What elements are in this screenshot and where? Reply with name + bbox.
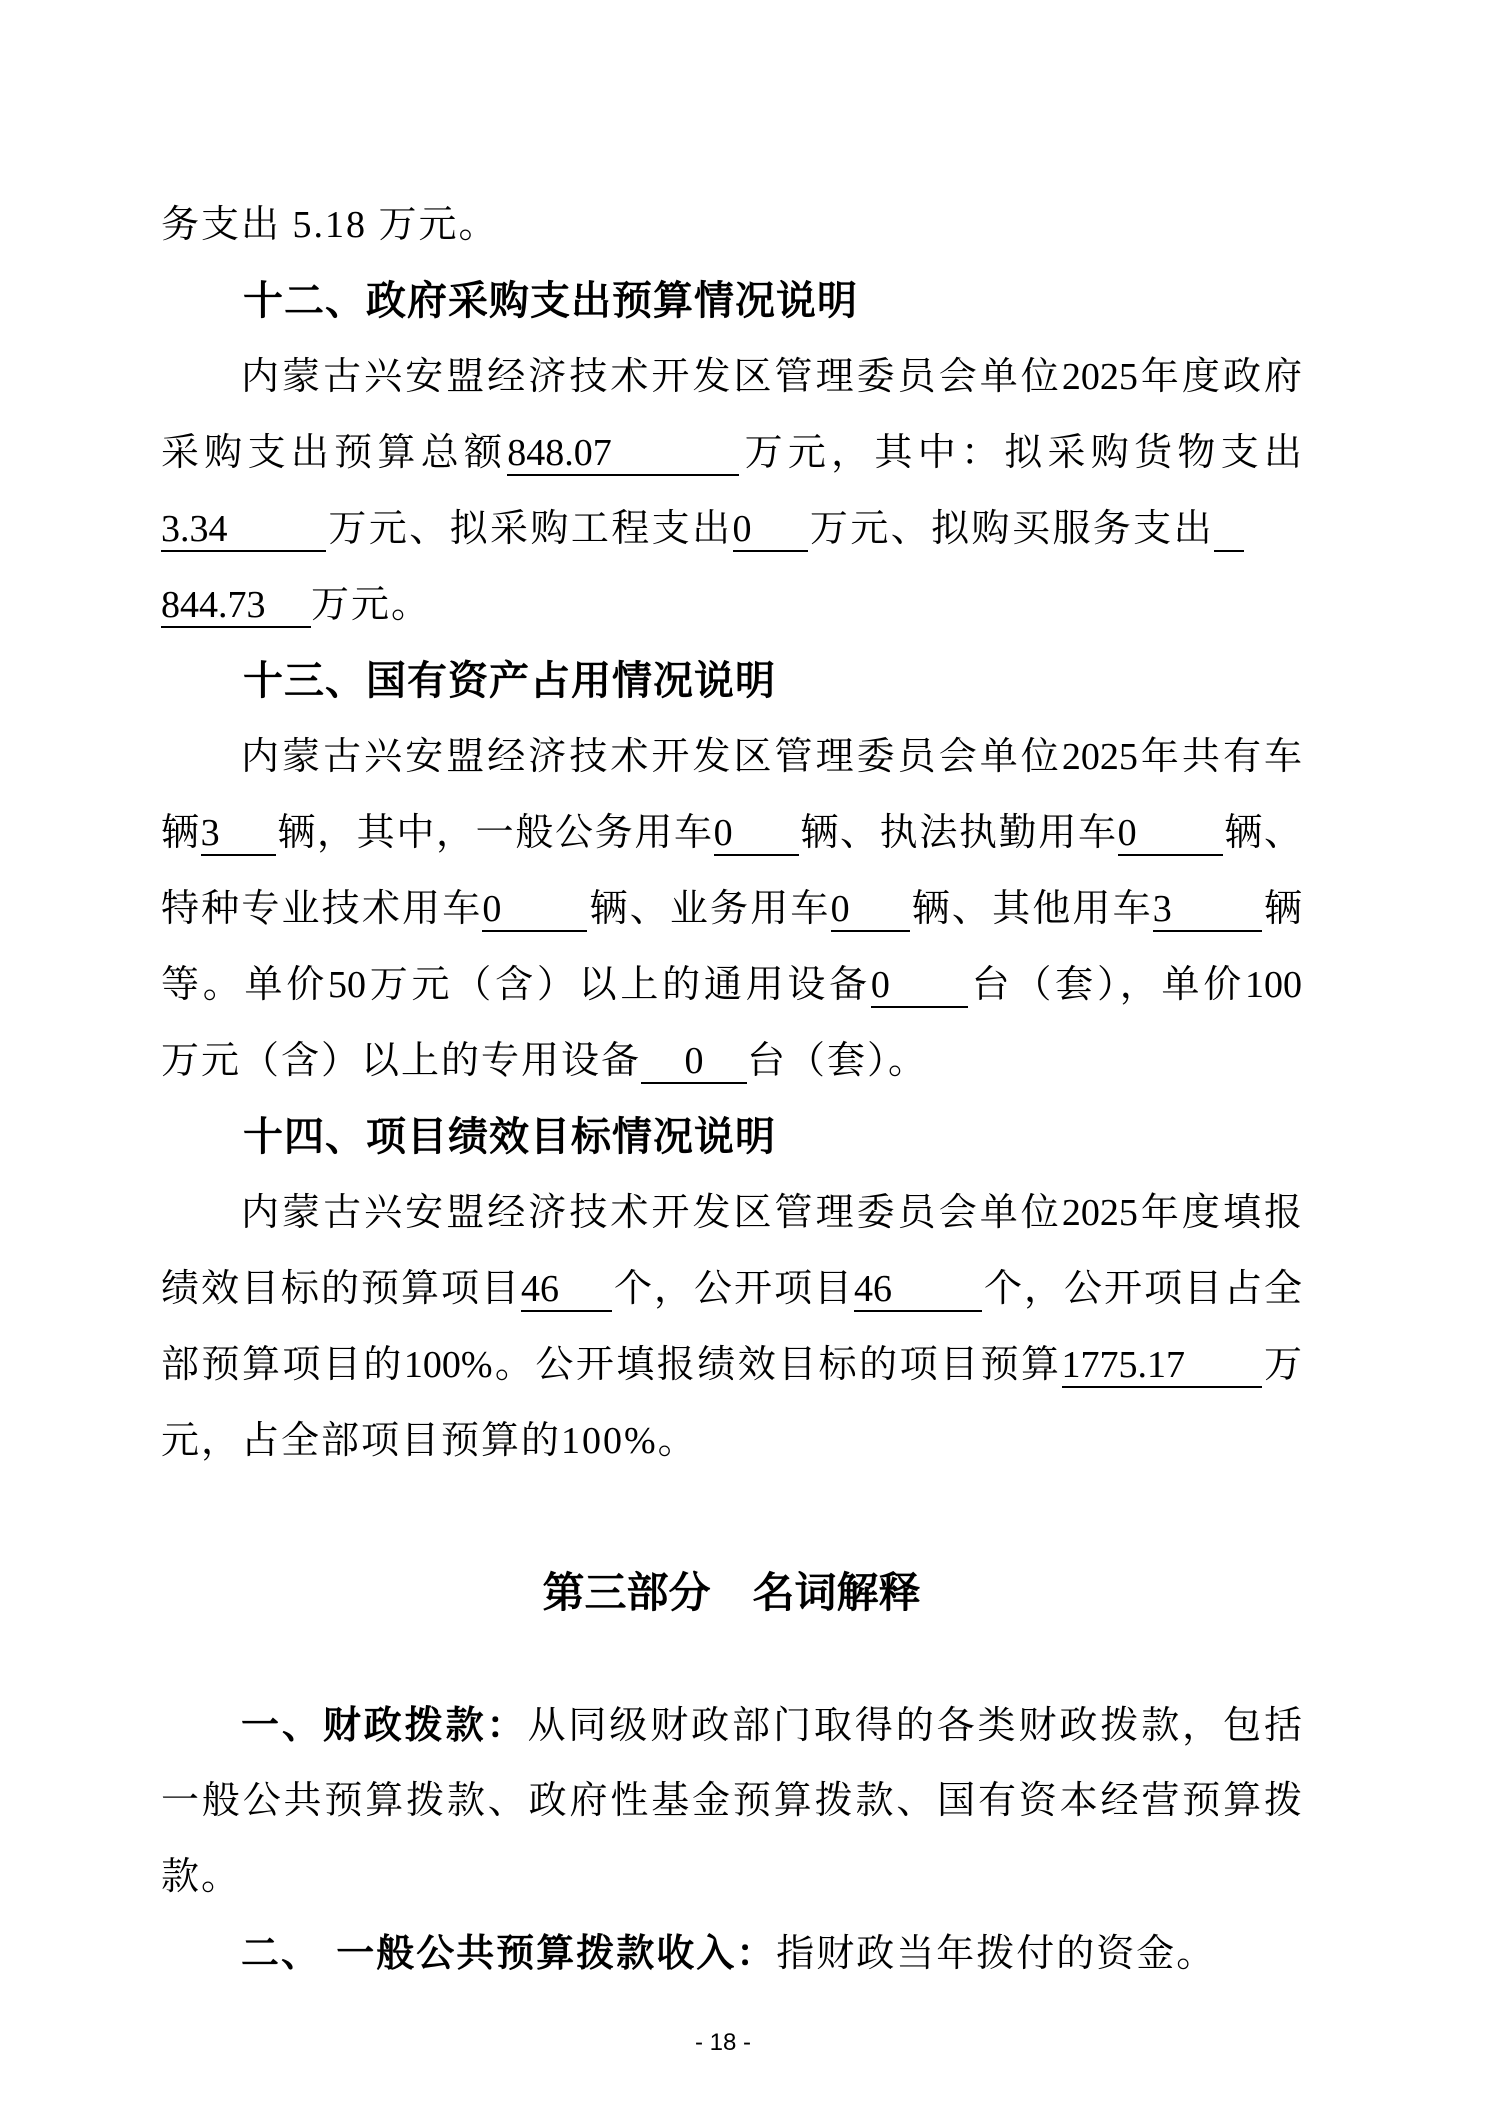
section-13-text: 特种专业技术用车 bbox=[161, 888, 483, 930]
section-14-text: 个，公开项目占全 bbox=[981, 1268, 1302, 1310]
term-1-label: 一、财政拨款： bbox=[241, 1703, 528, 1747]
section-13-line-1: 内蒙古兴安盟经济技术开发区管理委员会单位2025年共有车 bbox=[241, 736, 1302, 778]
section-14-text: 万 bbox=[1261, 1344, 1302, 1386]
section-12-text: 万元，其中：拟采购货物支出 bbox=[739, 432, 1302, 474]
other-cars-value: 3 bbox=[1153, 890, 1262, 932]
section-12-text: 万元、拟购买服务支出 bbox=[807, 508, 1214, 550]
section-13-text: 辆、业务用车 bbox=[587, 888, 831, 930]
section-13-text: 等。单价50万元（含）以上的通用设备 bbox=[161, 964, 871, 1006]
total-budget-value: 848.07 bbox=[507, 434, 739, 476]
section-14-line-3 bbox=[161, 1327, 1302, 1403]
term-1-line-3: 款。 bbox=[161, 1856, 242, 1898]
section-13-text: 台（套），单价100 bbox=[967, 964, 1302, 1006]
section-13-text: 辆、执法执勤用车 bbox=[798, 812, 1118, 854]
term-2-text: 指财政当年拨付的资金。 bbox=[776, 1933, 1217, 1975]
section-12-text: 采购支出预算总额 bbox=[161, 432, 508, 474]
term-2-label: 二、 一般公共预算拨款收入： bbox=[241, 1931, 777, 1975]
section-12-line-3 bbox=[161, 491, 1244, 567]
services-underline-start bbox=[1214, 510, 1244, 552]
section-13-line-3 bbox=[161, 871, 1302, 947]
section-13-text: 辆 bbox=[1261, 888, 1302, 930]
section-13-line-2 bbox=[161, 795, 1302, 871]
public-projects-value: 46 bbox=[854, 1270, 982, 1312]
section-12-text: 万元、拟采购工程支出 bbox=[326, 508, 733, 550]
term-1-line-1 bbox=[161, 1687, 1302, 1763]
section-13-heading: 十三、国有资产占用情况说明 bbox=[243, 658, 776, 704]
works-value: 0 bbox=[733, 510, 808, 552]
term-2-line-1 bbox=[161, 1915, 1302, 1991]
special-equipment-value: 0 bbox=[641, 1042, 747, 1084]
section-13-text: 辆、其他用车 bbox=[909, 888, 1153, 930]
official-cars-value: 0 bbox=[714, 814, 799, 856]
term-1-line-2: 一般公共预算拨款、政府性基金预算拨款、国有资本经营预算拨 bbox=[161, 1780, 1302, 1822]
section-12-text: 万元。 bbox=[311, 584, 432, 626]
section-14-heading: 十四、项目绩效目标情况说明 bbox=[243, 1114, 776, 1160]
business-cars-value: 0 bbox=[831, 890, 910, 932]
vehicles-total-value: 3 bbox=[201, 814, 276, 856]
section-14-line-4: 元，占全部项目预算的100%。 bbox=[161, 1420, 698, 1462]
section-14-text: 个，公开项目 bbox=[611, 1268, 854, 1310]
term-1-text: 从同级财政部门取得的各类财政拨款，包括 bbox=[527, 1705, 1302, 1747]
law-enforcement-cars-value: 0 bbox=[1118, 814, 1223, 856]
section-13-text: 辆，其中，一般公务用车 bbox=[275, 812, 714, 854]
section-13-text: 台（套）。 bbox=[747, 1040, 929, 1082]
section-12-line-4 bbox=[161, 567, 1302, 643]
projects-with-targets-value: 46 bbox=[521, 1270, 612, 1312]
section-14-text: 绩效目标的预算项目 bbox=[161, 1268, 521, 1310]
part-3-title: 第三部分 名词解释 bbox=[542, 1568, 921, 1617]
section-13-text: 辆、 bbox=[1222, 812, 1302, 854]
section-12-heading: 十二、政府采购支出预算情况说明 bbox=[243, 278, 858, 324]
services-value: 844.73 bbox=[161, 586, 311, 628]
special-cars-value: 0 bbox=[482, 890, 587, 932]
general-equipment-value: 0 bbox=[871, 966, 968, 1008]
document-body bbox=[161, 187, 1302, 1991]
section-14-line-1: 内蒙古兴安盟经济技术开发区管理委员会单位2025年度填报 bbox=[241, 1192, 1302, 1234]
page-number: - 18 - bbox=[694, 2029, 751, 2056]
section-12-line-1: 内蒙古兴安盟经济技术开发区管理委员会单位2025年度政府 bbox=[241, 356, 1302, 398]
section-13-line-4 bbox=[161, 947, 1302, 1023]
section-14-text: 部预算项目的100%。公开填报绩效目标的项目预算 bbox=[161, 1344, 1062, 1386]
section-12-line-2 bbox=[161, 415, 1302, 491]
section-14-line-2 bbox=[161, 1251, 1302, 1327]
carryover-line: 务支出 5.18 万元。 bbox=[161, 204, 499, 246]
section-13-line-5 bbox=[161, 1023, 1302, 1099]
section-13-text: 辆 bbox=[161, 812, 201, 854]
goods-value: 3.34 bbox=[161, 510, 326, 552]
section-13-text: 万元（含）以上的专用设备 bbox=[161, 1040, 642, 1082]
public-budget-value: 1775.17 bbox=[1062, 1346, 1262, 1388]
